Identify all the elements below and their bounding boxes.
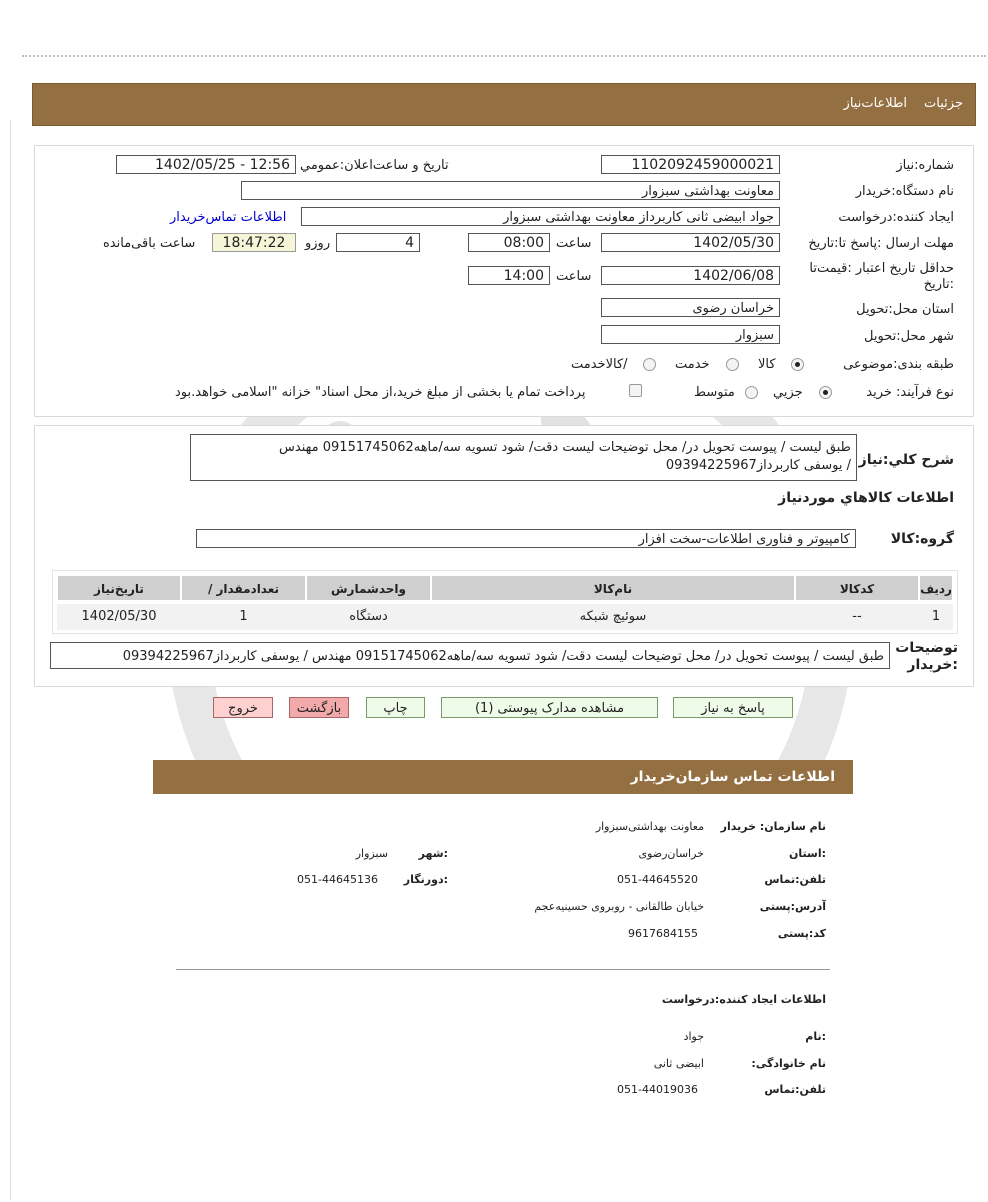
contact-phone-value: 051-44645520	[617, 873, 698, 886]
province-field: خراسان رضوی	[601, 298, 780, 317]
table-header-unit: واحدشمارش	[306, 575, 431, 601]
table-cell-unit: دستگاه	[306, 604, 431, 630]
days-remaining-field: 4	[336, 233, 420, 252]
buyer-org-field: معاونت بهداشتی سبزوار	[241, 181, 780, 200]
contact-province-label: :استان	[789, 847, 826, 860]
creator-family-label: نام خانوادگی:	[751, 1057, 826, 1070]
table-header-row-number: ردیف	[919, 575, 953, 601]
top-dotted-divider	[22, 55, 986, 57]
contact-province-value: خراسان‌رضوی	[638, 847, 704, 860]
validity-date-field: 1402/06/08	[601, 266, 780, 285]
contact-phone-label: تلفن:تماس	[764, 873, 826, 886]
category-label: طبقه بندی:موضوعی	[843, 357, 954, 372]
buyer-notes-label: توضیحات	[895, 640, 958, 656]
remaining-time-field: 18:47:22	[212, 233, 296, 252]
days-label: روزو	[305, 236, 331, 251]
treasury-payment-note: پرداخت تمام یا بخشی از مبلغ خرید،از محل اسناد" خزانه "اسلامی خواهد.بود	[175, 385, 586, 400]
view-attachments-button[interactable]: مشاهده مدارک پیوستی (1)	[441, 697, 658, 718]
table-cell-need-date: 1402/05/30	[57, 604, 181, 630]
process-medium-radio[interactable]	[745, 386, 758, 399]
creator-phone-label: تلفن:تماس	[764, 1083, 826, 1096]
buyer-contact-title: اطلاعات تماس سازمان‌خریدار	[630, 769, 835, 785]
city-field: سبزوار	[601, 325, 780, 344]
need-number-label: شماره:نیاز	[896, 158, 954, 173]
announce-date-label: تاریخ و ساعت‌اعلان:عمومي	[300, 158, 449, 173]
province-label: استان محل:تحویل	[856, 302, 954, 317]
contact-postal-label: کد:پستی	[777, 927, 826, 940]
reply-to-need-button[interactable]: پاسخ به نیاز	[673, 697, 793, 718]
description-field	[190, 434, 857, 481]
contact-address-value: خیابان طالقانی - روبروی حسینیه‌عجم	[534, 900, 704, 913]
creator-name-value: جواد	[683, 1030, 704, 1043]
buyer-contact-link[interactable]: اطلاعات تماس‌خریدار	[170, 210, 287, 225]
treasury-payment-checkbox[interactable]	[629, 384, 642, 397]
table-header-item-code: کدکالا	[795, 575, 919, 601]
category-goods-service-label: /کالاخدمت	[571, 357, 628, 372]
deadline-time-label: ساعت	[556, 236, 592, 251]
goods-group-field: کامپیوتر و فناوری اطلاعات-سخت افزار	[196, 529, 856, 548]
announce-date-field: 1402/05/25 - 12:56	[116, 155, 296, 174]
category-goods-label: کالا	[758, 357, 776, 372]
city-label: شهر محل:تحویل	[864, 329, 954, 344]
page-header-banner	[32, 83, 976, 126]
validity-time-label: ساعت	[556, 269, 592, 284]
org-name-value: معاونت بهداشتی‌سبزوار	[595, 820, 704, 833]
category-goods-service-radio[interactable]	[643, 358, 656, 371]
table-cell-quantity: 1	[181, 604, 306, 630]
table-cell-row-number: 1	[919, 604, 953, 630]
creator-name-label: :نام	[805, 1030, 826, 1043]
validity-time-field: 14:00	[468, 266, 550, 285]
process-partial-label: جزیي	[773, 385, 803, 400]
left-border	[10, 120, 11, 1200]
table-header-quantity: / تعدادمقدار	[181, 575, 306, 601]
contact-city-label: :شهر	[418, 847, 448, 860]
table-cell-item-name: سوئیچ شبکه	[431, 604, 795, 630]
creator-field: جواد ابیضی ثانی کاربرداز معاونت بهداشتی سبزوار	[301, 207, 780, 226]
process-type-label: نوع فرآیند: خرید	[866, 385, 954, 400]
table-cell-item-code: --	[795, 604, 919, 630]
back-button[interactable]: بازگشت	[289, 697, 349, 718]
contact-address-label: آدرس:پستی	[759, 900, 826, 913]
creator-phone-value: 051-44019036	[617, 1083, 698, 1096]
process-medium-label: متوسط	[694, 385, 735, 400]
tab-need-info[interactable]: اطلاعات‌نیاز	[843, 96, 907, 111]
min-validity-label: حداقل تاریخ اعتبار :قیمت‌تا	[809, 261, 954, 276]
buyer-org-label: نام دستگاه:خریدار	[855, 184, 954, 199]
exit-button[interactable]: خروج	[213, 697, 273, 718]
buyer-notes-label-2: :خریدار	[907, 657, 958, 673]
creator-family-value: ابیضی ثانی	[653, 1057, 704, 1070]
goods-info-label: اطلاعات کالاهاي موردنیاز	[778, 490, 954, 506]
table-header-need-date: تاریخ‌نیاز	[57, 575, 181, 601]
process-partial-radio[interactable]	[819, 386, 832, 399]
buyer-notes-field: طبق لیست / پیوست تحویل در/ محل توضیحات لیست دقت/ شود تسویه سه/ماهه09151745062 مهندس / یوسفی کاربرداز09394225967	[50, 642, 890, 669]
table-header-item-name: نام‌کالا	[431, 575, 795, 601]
creator-info-title: اطلاعات ایجاد کننده:درخواست	[661, 993, 826, 1006]
contact-fax-label: :دورنگار	[403, 873, 448, 886]
contact-divider	[176, 969, 830, 970]
need-number-field: 1102092459000021	[601, 155, 780, 174]
print-button[interactable]: چاپ	[366, 697, 425, 718]
min-validity-label-2: :تاریخ	[923, 277, 954, 292]
category-service-radio[interactable]	[726, 358, 739, 371]
contact-city-value: سبزوار	[355, 847, 388, 860]
contact-postal-value: 9617684155	[628, 927, 698, 940]
remaining-time-label: ساعت باقی‌مانده	[103, 236, 196, 251]
deadline-date-field: 1402/05/30	[601, 233, 780, 252]
deadline-time-field: 08:00	[468, 233, 550, 252]
creator-label: ایجاد کننده:درخواست	[838, 210, 954, 225]
org-name-label: نام سازمان: خریدار	[720, 820, 826, 833]
category-goods-radio[interactable]	[791, 358, 804, 371]
buyer-contact-banner	[153, 760, 853, 794]
description-label: شرح کلي:نیاز	[858, 452, 954, 468]
description-line-1: طبق لیست / پیوست تحویل در/ محل توضیحات لیست دقت/ شود تسویه سه/ماهه09151745062 مهندس	[279, 440, 851, 455]
deadline-label: مهلت ارسال :پاسخ تا:تاریخ	[808, 236, 954, 251]
contact-fax-value: 051-44645136	[297, 873, 378, 886]
tab-details[interactable]: جزئیات	[924, 96, 963, 111]
description-line-2: / یوسفی کاربرداز09394225967	[665, 458, 851, 473]
category-service-label: خدمت	[675, 357, 710, 372]
goods-group-label: گروه:کالا	[890, 531, 954, 547]
